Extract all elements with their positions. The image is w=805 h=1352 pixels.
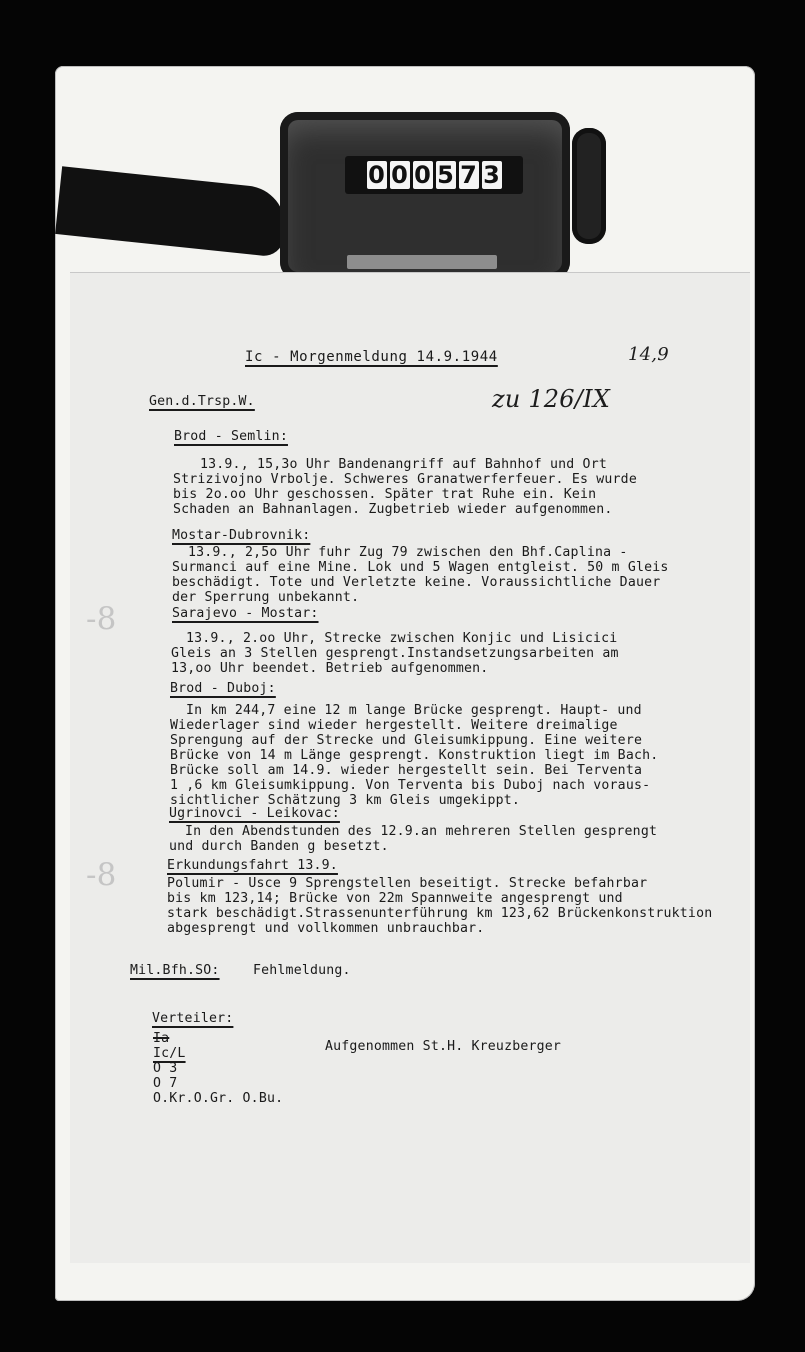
text-line: 13.9., 2.oo Uhr, Strecke zwischen Konjic und Lisicici [186,631,618,646]
counter-digit: 0 [414,161,431,189]
section-heading: Ugrinovci - Leikovac: [169,806,340,821]
text-line: abgesprengt und vollkommen unbrauchbar. [167,921,485,936]
text-line: Wiederlager sind wieder hergestellt. Weitere dreimalige [170,718,618,733]
text-line: In km 244,7 eine 12 m lange Brücke gesprengt. Haupt- und [186,703,642,718]
counter-digit: 0 [391,161,408,189]
text-line: 13,oo Uhr beendet. Betrieb aufgenommen. [171,661,489,676]
text-line: bis 2o.oo Uhr geschossen. Später trat Ruhe ein. Kein [173,487,597,502]
text-line: Polumir - Usce 9 Sprengstellen beseitigt. Strecke befahrbar [167,876,648,891]
section-heading: Brod - Semlin: [174,429,288,444]
section-heading: Sarajevo - Mostar: [172,606,319,621]
counter-digit: 0 [368,161,385,189]
text-line: Brücke von 14 m Länge gesprengt. Konstruktion liegt im Bach. [170,748,659,763]
mil-label: Mil.Bfh.SO: [130,963,220,978]
section-heading: Mostar-Dubrovnik: [172,528,311,543]
recipient: Gen.d.Trsp.W. [149,394,255,409]
text-line: In den Abendstunden des 12.9.an mehreren Stellen gesprengt [185,824,658,839]
distribution-item: Ic/L [153,1046,186,1061]
text-line: Sprengung auf der Strecke und Gleisumkippung. Eine weitere [170,733,643,748]
text-line: 13.9., 2,5o Uhr fuhr Zug 79 zwischen den Bhf.Caplina - [188,545,628,560]
distribution-item: O 7 [153,1076,178,1091]
margin-mark: -8 [86,601,117,637]
text-line: bis km 123,14; Brücke von 22m Spannweite angesprengt und [167,891,623,906]
text-line: Schaden an Bahnanlagen. Zugbetrieb wieder aufgenommen. [173,502,613,517]
text-line: Surmanci auf eine Mine. Lok und 5 Wagen entgleist. 50 m Gleis [172,560,669,575]
counter-digit: 3 [483,161,500,189]
margin-mark: -8 [86,857,117,893]
distribution-item: Ia [153,1031,170,1046]
document-title: Ic - Morgenmeldung 14.9.1944 [245,349,498,365]
section-heading: Brod - Duboj: [170,681,276,696]
text-line: Gleis an 3 Stellen gesprengt.Instandsetzungsarbeiten am [171,646,619,661]
text-line: Strizivojno Vrbolje. Schweres Granatwerferfeuer. Es wurde [173,472,637,487]
text-line: sichtlicher Schätzung 3 km Gleis umgekippt. [170,793,521,808]
text-line: 13.9., 15,3o Uhr Bandenangriff auf Bahnhof und Ort [200,457,607,472]
text-line: Brücke soll am 14.9. wieder hergestellt sein. Bei Terventa [170,763,643,778]
counter-digit: 5 [437,161,454,189]
mil-text: Fehlmeldung. [253,963,351,978]
text-line: der Sperrung unbekannt. [172,590,360,605]
text-line: 1 ,6 km Gleisumkippung. Von Terventa bis Duboj nach voraus- [170,778,651,793]
text-line: und durch Banden g besetzt. [169,839,389,854]
distribution-item: O.Kr.O.Gr. O.Bu. [153,1091,284,1106]
handwritten-date: 14,9 [628,344,669,365]
handwritten-reference: zu 126/IX [492,385,610,413]
distribution-item: O 3 [153,1061,178,1076]
text-line: stark beschädigt.Strassenunterführung km 123,62 Brückenkonstruktion [167,906,713,921]
counter-digit: 7 [460,161,477,189]
signature-line: Aufgenommen St.H. Kreuzberger [325,1039,562,1054]
text-line: beschädigt. Tote und Verletzte keine. Voraussichtliche Dauer [172,575,661,590]
distribution-heading: Verteiler: [152,1011,234,1026]
section-heading: Erkundungsfahrt 13.9. [167,858,338,873]
